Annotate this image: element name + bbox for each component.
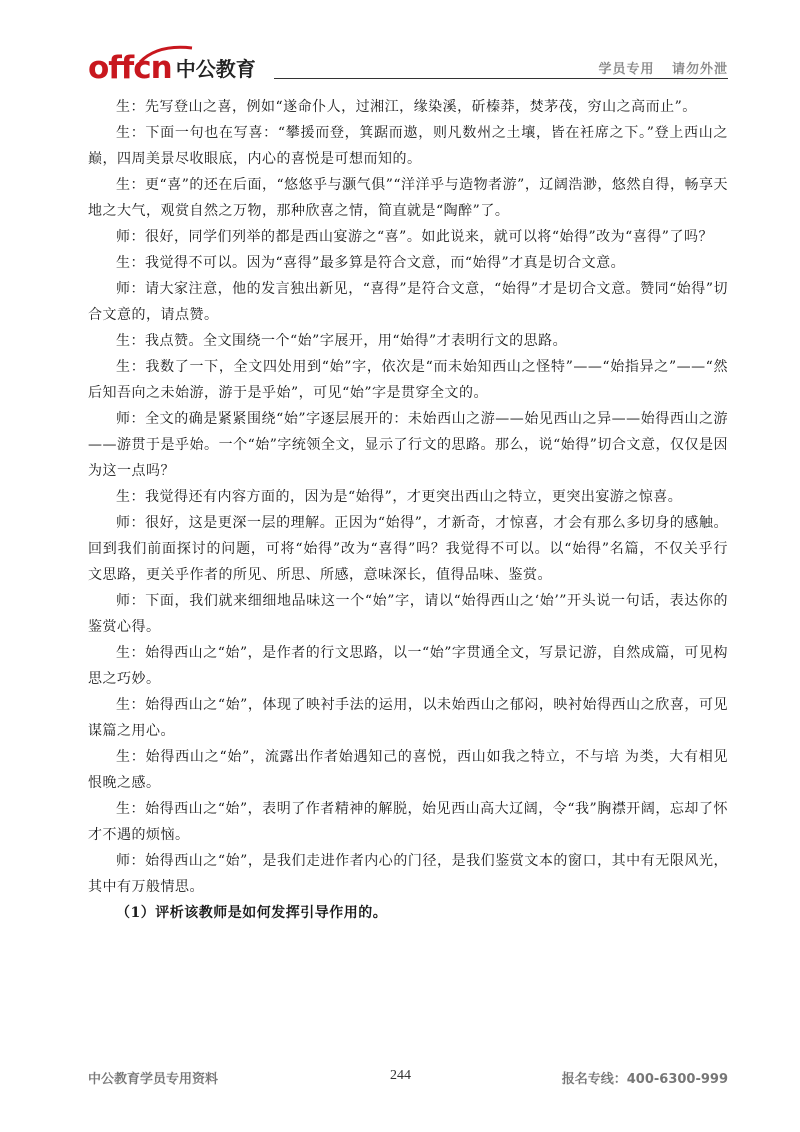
paragraph: 师：请大家注意，他的发言独出新见，“喜得”是符合文意，“始得”才是切合文意。赞同“始得”切合文意的，请点赞。 [88, 281, 728, 323]
document-body [88, 94, 728, 926]
paragraph: 师：全文的确是紧紧围绕“始”字逐层展开的：未始西山之游——始见西山之异——始得西山之游——游贯于是乎始。一个“始”字统领全文，显示了行文的思路。那么，说“始得”切合文意，仅仅是因为这一点吗？ [88, 411, 728, 479]
logo-chinese-text: 中公教育 [175, 57, 256, 81]
header-notice: 学员专用 请勿外泄 [598, 62, 728, 77]
paragraph: 生：我觉得不可以。因为“喜得”最多算是符合文意，而“始得”才真是切合文意。 [116, 255, 626, 271]
page-number: 244 [390, 1068, 411, 1083]
paragraph: 生：始得西山之“始”，体现了映衬手法的运用，以未始西山之郁闷，映衬始得西山之欣喜，可见谋篇之用心。 [88, 697, 728, 739]
paragraph: 生：我觉得还有内容方面的，因为是“始得”，才更突出西山之特立，更突出宴游之惊喜。 [116, 489, 683, 505]
paragraph: 生：先写登山之喜，例如“遂命仆人，过湘江，缘染溪，斫榛莽，焚茅茷，穷山之高而止”。 [116, 99, 697, 115]
footer-source: 中公教育学员专用资料 [88, 1072, 219, 1087]
footer-hotline: 报名专线：400-6300-999 [561, 1072, 728, 1087]
paragraph: 生：更“喜”的还在后面，“悠悠乎与灏气俱”“洋洋乎与造物者游”，辽阔浩渺，悠然自得，畅享天地之大气，观赏自然之万物，那种欣喜之情，简直就是“陶醉”了。 [88, 177, 728, 219]
logo-arc-icon [88, 44, 198, 64]
paragraph: 生：始得西山之“始”，流露出作者始遇知己的喜悦，西山如我之特立，不与培 为类，大有相见恨晚之感。 [88, 749, 728, 791]
paragraph: 生：始得西山之“始”，表明了作者精神的解脱，始见西山高大辽阔，令“我”胸襟开阔，忘却了怀才不遇的烦恼。 [88, 801, 728, 843]
paragraph: 生：下面一句也在写喜：“攀援而登，箕踞而遨，则凡数州之土壤，皆在衽席之下。”登上西山之巅，四周美景尽收眼底，内心的喜悦是可想而知的。 [88, 125, 728, 167]
paragraph: 生：我数了一下，全文四处用到“始”字，依次是“而未始知西山之怪特”——“始指异之”——“然后知吾向之未始游，游于是乎始”，可见“始”字是贯穿全文的。 [88, 359, 728, 401]
paragraph: 师：很好，同学们列举的都是西山宴游之“喜”。如此说来，就可以将“始得”改为“喜得”了吗？ [116, 229, 713, 245]
logo-latin-text: offcn [88, 50, 172, 86]
question-prompt: （1）评析该教师是如何发挥引导作用的。 [116, 905, 388, 921]
page-footer [88, 1068, 728, 1092]
paragraph: 生：始得西山之“始”，是作者的行文思路，以一“始”字贯通全文，写景记游，自然成篇，可见构思之巧妙。 [88, 645, 728, 687]
offcn-logo [88, 44, 256, 84]
paragraph: 生：我点赞。全文围绕一个“始”字展开，用“始得”才表明行文的思路。 [116, 333, 568, 349]
paragraph: 师：很好，这是更深一层的理解。正因为“始得”，才新奇，才惊喜，才会有那么多切身的感触。回到我们前面探讨的问题，可将“始得”改为“喜得”吗？我觉得不可以。以“始得”名篇，不仅关乎行文思路，更关乎作者的所见、所思、所感，意味深长，值得品味、鉴赏。 [88, 515, 728, 583]
paragraph: 师：下面，我们就来细细地品味这一个“始”字，请以“始得西山之‘始’”开头说一句话，表达你的鉴赏心得。 [88, 593, 728, 635]
paragraph: 师：始得西山之“始”，是我们走进作者内心的门径，是我们鉴赏文本的窗口，其中有无限风光，其中有万般情思。 [88, 853, 728, 895]
header-divider [274, 78, 728, 79]
page-header [88, 44, 728, 84]
